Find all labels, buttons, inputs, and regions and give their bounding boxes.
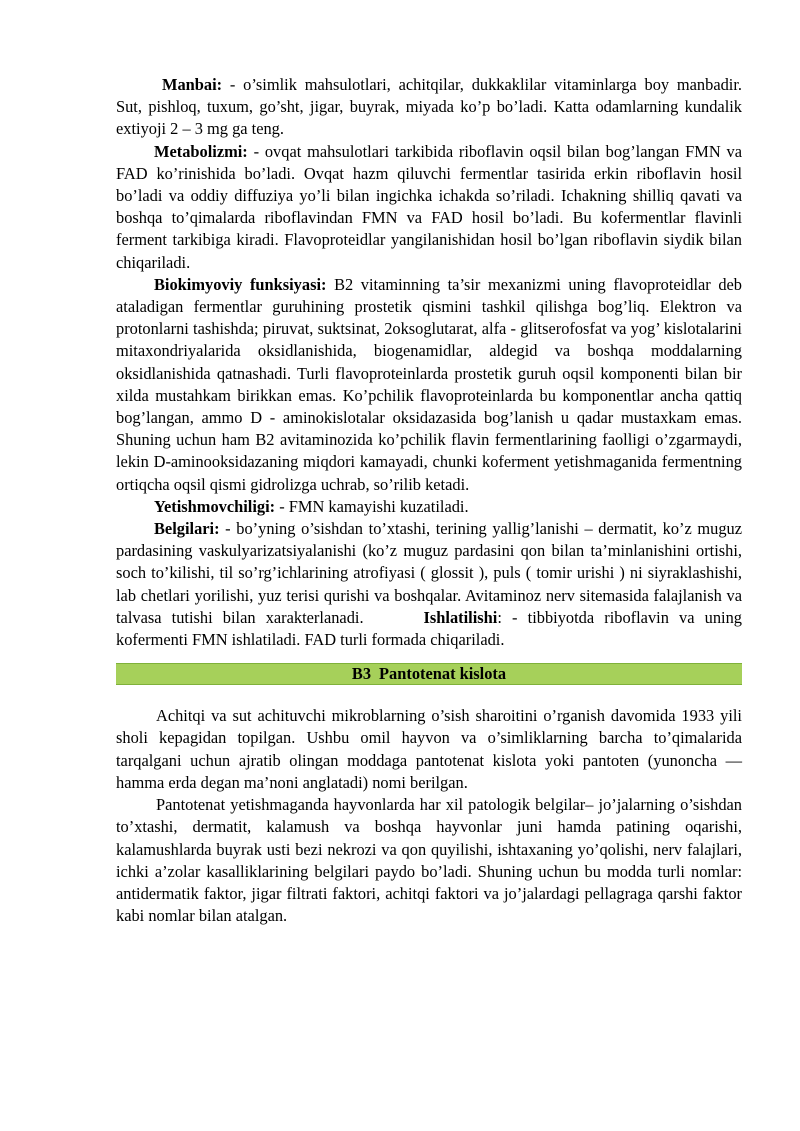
paragraph-biokimyoviy <box>116 274 742 496</box>
section-number: B3 <box>351 664 372 684</box>
label-metabolizm: Metabolizmi: <box>154 141 248 161</box>
section-title: Pantotenat kislota <box>379 664 507 684</box>
text-biokimyoviy: B2 vitaminning ta’sir mexanizmi uning flavoproteidlar deb ataladigan fermentlar guruhining prostetik qismini tashkil qilishga bog’liq. Elektron va protonlarni tashishda; piruvat, suktsinat, 2oksoglutarat, alfa - glitserofosfat va yog’ kislotalarini mitaxondriyalarida oksidlanishida, biogenamidlar, aldegid va boshqa moddalarning oksidlanishida qatnashadi. Turli flavoproteinlarda prostetik guruh oqsil komponenti bilan bir xilda mustahkam birikkan emas. Ko’pchilik flavoproteinlarda bu komponentlar ancha qattiq bog’langan, ammo D - aminokislotalar oksidazasida bog’lanish u qadar mustaxkam emas. Shuning uchun ham B2 avitaminozida ko’pchilik flavin fermentlarining faolligi o’zgarmaydi, lekin D-aminooksidazaning miqdori kamayadi, chunki koferment yetishmaganida fermentning ortiqcha oqsil qismi gidrolizga uchrab, so’rilib ketadi. <box>116 274 742 494</box>
label-belgilar: Belgilari: <box>154 519 220 539</box>
label-ishlatilishi: Ishlatilishi <box>423 607 498 627</box>
paragraph-achitqi: Achitqi va sut achituvchi mikroblarning o’sish sharoitini o’rganish davomida 1933 yili sholi kepagidan topilgan. Ushbu omil hayvon va o’simliklarning barcha to’qimalarida tarqalgani uchun ajratib olingan moddaga pantotenat kislota yoki pantoten (yunoncha — hamma erda degan ma’noni anglatadi) nomi berilgan. <box>116 706 742 792</box>
paragraph-belgilar <box>116 518 742 651</box>
document-page <box>116 74 742 927</box>
paragraph-pantotenat: Pantotenat yetishmaganda hayvonlarda har xil patologik belgilar– jo’jalarning o’sishdan to’xtashi, dermatit, kalamush va boshqa hayvonlar juni hamda patining oqarishi, kalamushlarda buyrak usti bezi nekrozi va qon quyilishi, ishtaxaning yo’qolishi, nerv falajlari, ichki a’zolar kasalliklarining belgilari paydo bo’ladi. Shuning uchun bu modda turli nomlar: antidermatik faktor, jigar filtrati faktori, achitqi faktori va jo’jalardagi pellagraga qarshi faktor kabi nomlar bilan atalgan. <box>116 795 742 926</box>
section-heading-band <box>116 663 742 685</box>
text-ishlatilishi: : - tibbiyotda riboflavin va uning kofermenti FMN ishlatiladi. FAD turli formada chiqariladi. <box>116 607 742 650</box>
spacer <box>116 651 742 663</box>
text-yetishmovchilik: - FMN kamayishi kuzatiladi. <box>275 496 469 516</box>
paragraph-manbai <box>116 74 742 141</box>
text-belgilar: - bo’yning o’sishdan to’xtashi, terining yallig’lanishi – dermatit, ko’z muguz pardasining vaskulyarizatsiyalanishi (ko’z muguz pardasini qon bilan ta’minlanishini ortishi, soch to’kilishi, til so’rg’ichlarining atrofiyasi ( glossit ), puls ( tomir urishi ) ni siyraklashishi, lab chetlari yorilishi, yuz terisi qurishi va boshqalar. Avitaminoz nerv sitemasida falajlanish va talvasa tutishi bilan xarakterlanadi. <box>116 519 742 627</box>
text-manbai: - o’simlik mahsulotlari, achitqilar, dukkaklilar vitaminlarga boy manbadir. Sut, pishloq, tuxum, go’sht, jigar, buyrak, miyada ko’p bo’ladi. Katta odamlarning kundalik extiyoji 2 – 3 mg ga teng. <box>116 75 742 139</box>
paragraph-metabolizm <box>116 141 742 274</box>
spacer <box>116 685 742 705</box>
paragraph-yetishmovchilik <box>116 496 742 518</box>
label-yetishmovchilik: Yetishmovchiligi: <box>154 496 276 516</box>
label-biokimyoviy: Biokimyoviy funksiyasi: <box>154 274 327 294</box>
text-metabolizm: - ovqat mahsulotlari tarkibida riboflavin oqsil bilan bog’langan FMN va FAD ko’rinishida bo’ladi. Ovqat hazm qiluvchi fermentlar tasirida erkin riboflavin hosil bo’ladi va oddiy diffuziya yo’li bilan ingichka ichakda so’riladi. Ichakning shilliq qavati va boshqa to’qimalarda riboflavindan FMN va FAD hosil bo’ladi. Bu kofermentlar flavinli ferment tarkibiga kiradi. Flavoproteidlar yangilanishidan hosil bo’lgan riboflavin siydik bilan chiqariladi. <box>116 141 742 272</box>
label-manbai: Manbai: <box>162 75 223 94</box>
